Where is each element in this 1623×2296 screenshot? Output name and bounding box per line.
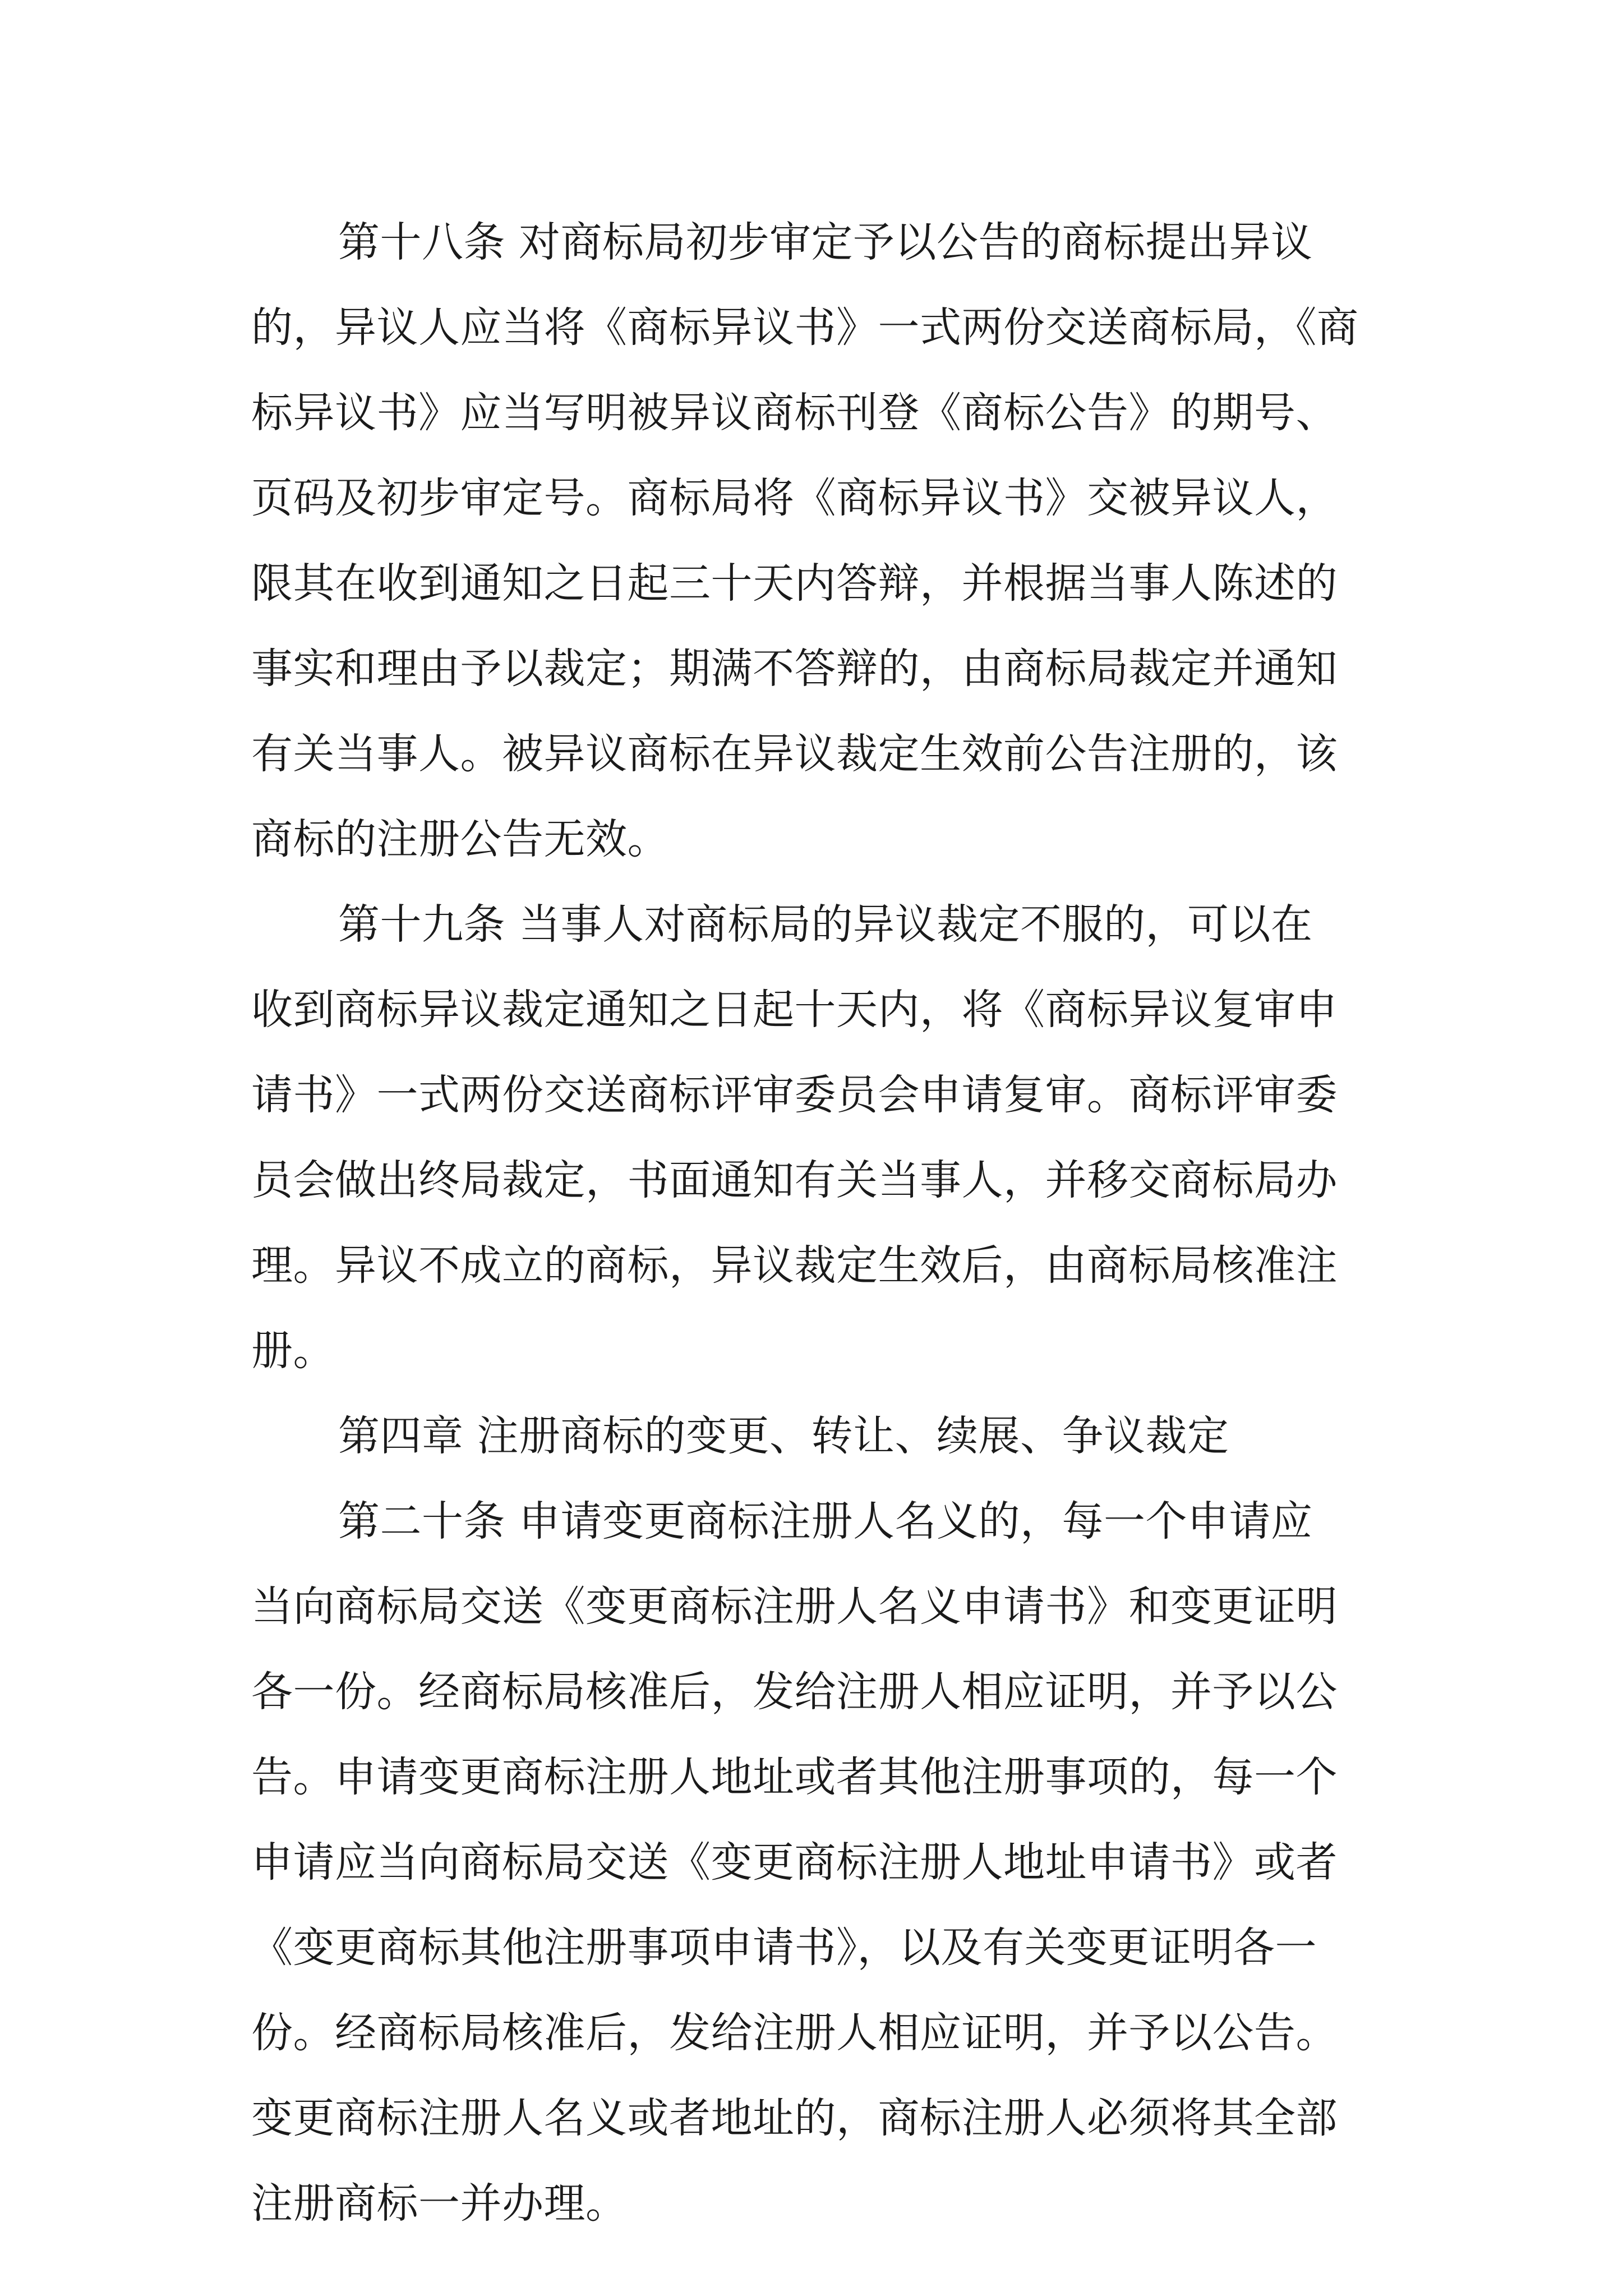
text-line: 份。经商标局核准后，发给注册人相应证明，并予以公告。 [251,2009,1338,2057]
text-line: 《变更商标其他注册事项申请书》，以及有关变更证明各一 [251,1924,1317,1972]
text-line: 注册商标一并办理。 [251,2179,628,2228]
text-line: 申请应当向商标局交送《变更商标注册人地址申请书》或者 [251,1838,1338,1887]
text-line: 告。申请变更商标注册人地址或者其他注册事项的，每一个 [251,1753,1338,1801]
chapter-4-heading: 第四章 注册商标的变更、转让、续展、争议裁定 [338,1412,1229,1460]
text-line: 标异议书》应当写明被异议商标刊登《商标公告》的期号、 [251,389,1338,437]
text-line: 的，异议人应当将《商标异议书》一式两份交送商标局，《商 [251,303,1359,352]
text-line: 册。 [251,1327,335,1375]
text-line: 当向商标局交送《变更商标注册人名义申请书》和变更证明 [251,1582,1338,1631]
article-19-heading-line: 第十九条 当事人对商标局的异议裁定不服的，可以在 [338,900,1313,949]
article-18-heading-line: 第十八条 对商标局初步审定予以公告的商标提出异议 [338,218,1313,266]
text-line: 理。异议不成立的商标，异议裁定生效后，由商标局核准注 [251,1241,1338,1290]
text-line: 事实和理由予以裁定；期满不答辩的，由商标局裁定并通知 [251,645,1338,693]
text-line: 员会做出终局裁定，书面通知有关当事人，并移交商标局办 [251,1156,1338,1204]
text-line: 有关当事人。被异议商标在异议裁定生效前公告注册的，该 [251,730,1338,778]
text-line: 收到商标异议裁定通知之日起十天内，将《商标异议复审申 [251,986,1338,1034]
text-line: 各一份。经商标局核准后，发给注册人相应证明，并予以公 [251,1668,1338,1716]
article-20-heading-line: 第二十条 申请变更商标注册人名义的，每一个申请应 [338,1497,1313,1545]
text-line: 请书》一式两份交送商标评审委员会申请复审。商标评审委 [251,1071,1338,1119]
text-line: 变更商标注册人名义或者地址的，商标注册人必须将其全部 [251,2094,1338,2142]
text-line: 页码及初步审定号。商标局将《商标异议书》交被异议人， [251,474,1338,522]
text-line: 限其在收到通知之日起三十天内答辩，并根据当事人陈述的 [251,559,1338,608]
text-line: 商标的注册公告无效。 [251,815,669,863]
